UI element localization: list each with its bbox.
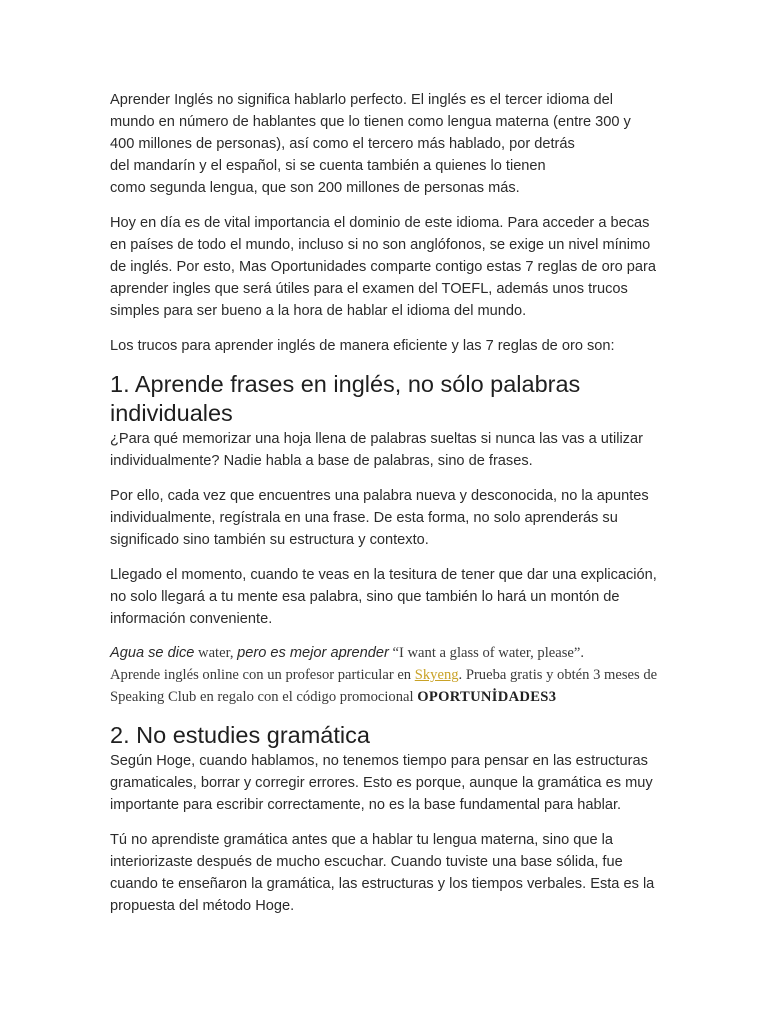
tip-italic-2: pero es mejor aprender <box>237 645 389 661</box>
intro-line: del mandarín y el español, si se cuenta también a quienes lo tienen <box>110 158 546 174</box>
intro-line: como segunda lengua, que son 200 millones de personas más. <box>110 180 520 196</box>
promo-tip <box>110 642 658 708</box>
intro-line: mundo en número de hablantes que lo tienen como lengua materna (entre 300 y <box>110 114 631 130</box>
intro-paragraph-2: Hoy en día es de vital importancia el dominio de este idioma. Para acceder a becas en países de todo el mundo, incluso si no son anglófonos, se exige un nivel mínimo de inglés. Por esto, Mas Oportunidades comparte contigo estas 7 reglas de oro para aprender ingles que será útiles para el examen del TOEFL, además unos trucos simples para ser bueno a la hora de hablar el idioma del mundo. <box>110 215 656 319</box>
intro-line: 400 millones de personas), así como el tercero más hablado, por detrás <box>110 136 575 152</box>
intro-paragraph-3: Los trucos para aprender inglés de manera eficiente y las 7 reglas de oro son: <box>110 338 615 354</box>
tip-quote: “I want a glass of water, please”. <box>388 645 585 661</box>
section-1-paragraph-3: Llegado el momento, cuando te veas en la tesitura de tener que dar una explicación, no solo llegará a tu mente esa palabra, sino que también lo hará un montón de información conveniente. <box>110 567 657 627</box>
section-2-heading: 2. No estudies gramática <box>110 722 370 748</box>
section-2-paragraph-2: Tú no aprendiste gramática antes que a hablar tu lengua materna, sino que la interiorizaste después de mucho escuchar. Cuando tuviste una base sólida, fue cuando te enseñaron la gramática, las estructuras y los tiempos verbales. Esta es la propuesta del método Hoge. <box>110 832 655 914</box>
section-1-heading: 1. Aprende frases en inglés, no sólo palabras individuales <box>110 371 581 426</box>
tip-promo-text-2: . Prueba gratis y obtén 3 meses de Speaking Club en regalo con el código promocional <box>110 667 658 705</box>
intro-line: Aprender Inglés no significa hablarlo perfecto. El inglés es el tercer idioma del <box>110 92 613 108</box>
tip-promo-text: Aprende inglés online con un profesor particular en <box>110 667 415 683</box>
tip-italic-1: Agua se dice <box>110 645 195 661</box>
skyeng-link[interactable]: Skyeng <box>414 667 459 683</box>
document-page <box>110 89 658 917</box>
section-1-paragraph-1: ¿Para qué memorizar una hoja llena de palabras sueltas si nunca las vas a utilizar individualmente? Nadie habla a base de palabras, sino de frases. <box>110 431 643 469</box>
intro-paragraph-1 <box>110 89 658 199</box>
promo-code: OPORTUNİDADES3 <box>417 689 557 705</box>
tip-word: water, <box>194 645 238 661</box>
section-1-paragraph-2: Por ello, cada vez que encuentres una palabra nueva y desconocida, no la apuntes individualmente, regístrala en una frase. De esta forma, no solo aprenderás su significado sino también su estructura y contexto. <box>110 488 649 548</box>
section-2-paragraph-1: Según Hoge, cuando hablamos, no tenemos tiempo para pensar en las estructuras gramaticales, borrar y corregir errores. Esto es porque, aunque la gramática es muy importante para escribir correctamente, no es la base fundamental para hablar. <box>110 753 653 813</box>
